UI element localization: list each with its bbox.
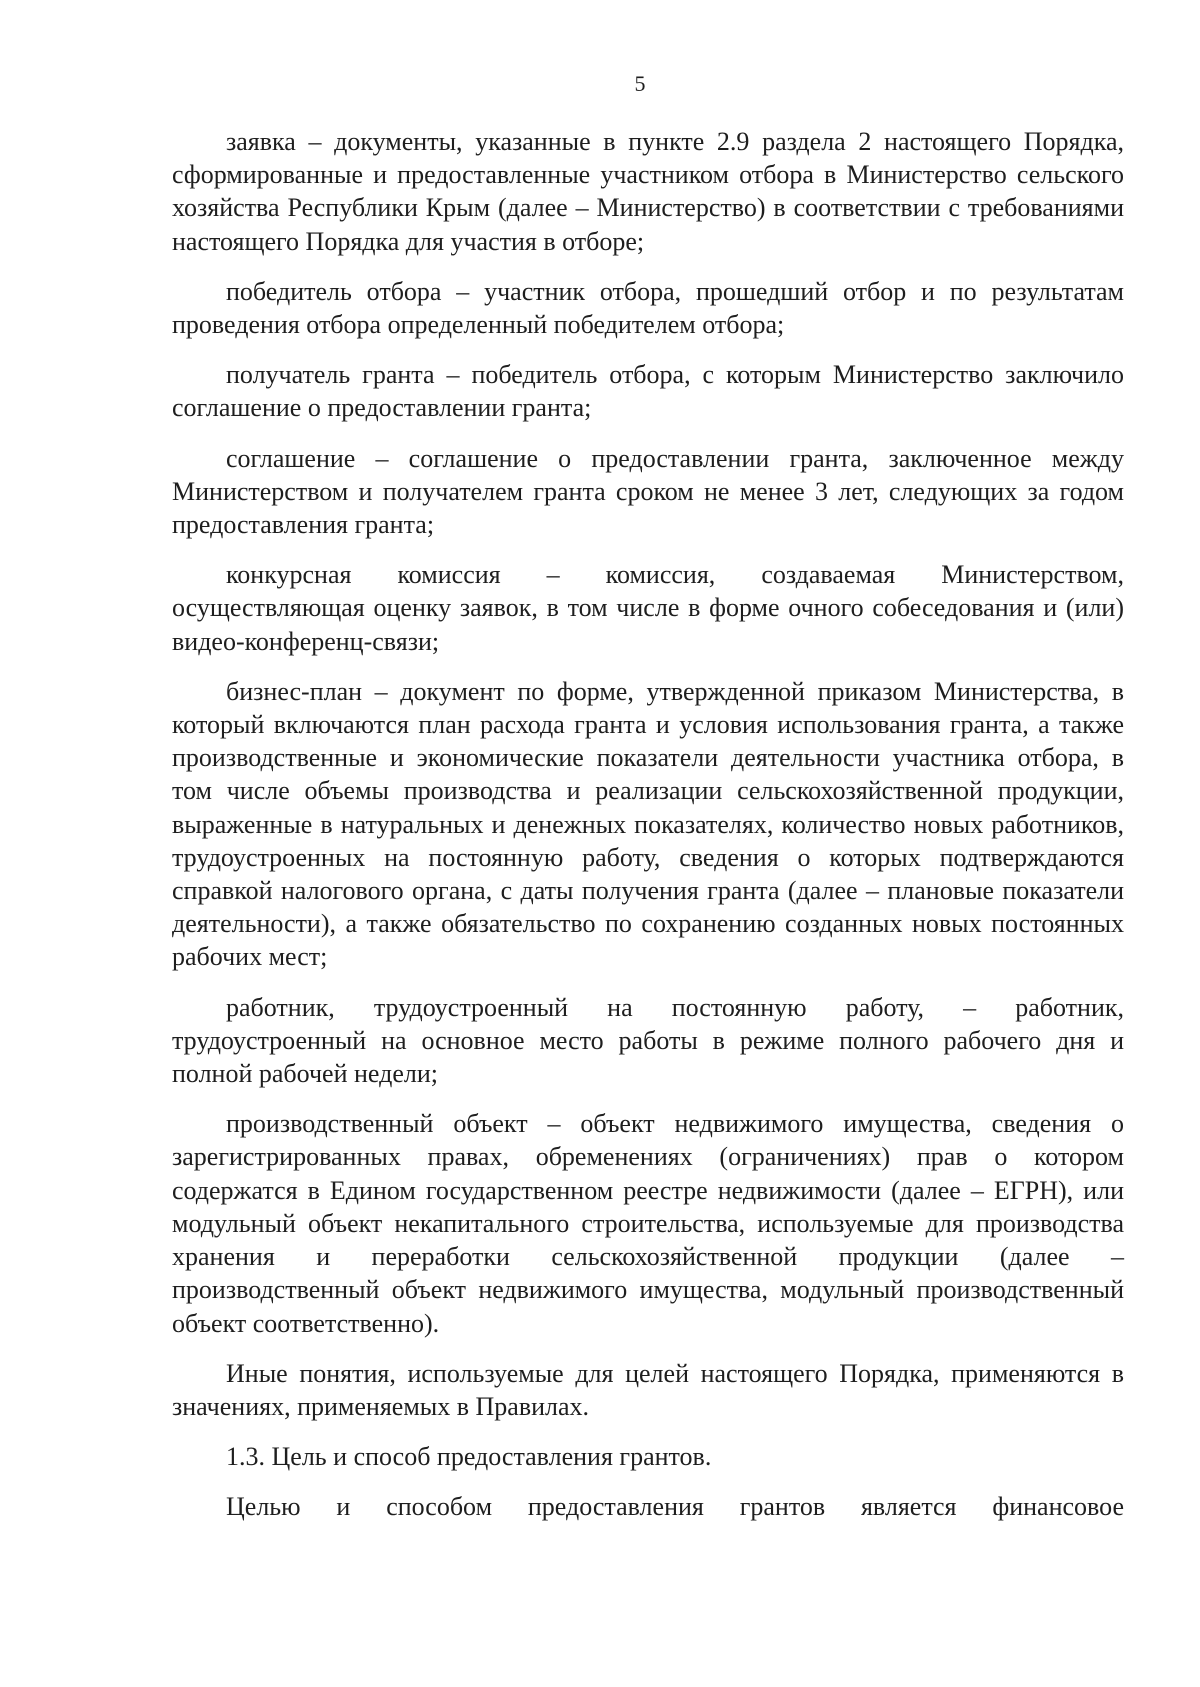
paragraph-agreement-definition: соглашение – соглашение о предоставлении гранта, заключенное между Министерством и получателем гранта сроком не менее 3 лет, следующих за годом предоставления гранта;: [172, 443, 1124, 540]
paragraph-grant-recipient-definition: получатель гранта – победитель отбора, с которым Министерство заключило соглашение о предоставлении гранта;: [172, 360, 1124, 423]
paragraph-employee-definition: работник, трудоустроенный на постоянную работу, – работник, трудоустроенный на основное место работы в режиме полного рабочего дня и полной рабочей недели;: [172, 992, 1124, 1089]
paragraph-winner-definition: победитель отбора – участник отбора, прошедший отбор и по результатам проведения отбора определенный победителем отбора;: [172, 276, 1124, 340]
paragraph-production-facility-definition: производственный объект – объект недвижимого имущества, сведения о зарегистрированных правах, обременениях (ограничениях) прав о котором содержатся в Едином государственном реестре недвижимости (далее – ЕГРН), или модульный объект некапитального строительства, используемые для производства хранения и переработки сельскохозяйственной продукции (далее – производственный объект недвижимого имущества, модульный производственный объект соответственно).: [172, 1109, 1124, 1338]
paragraph-commission-definition: конкурсная комиссия – комиссия, создаваемая Министерством, осуществляющая оценку заявок, в том числе в форме очного собеседования и (или) видео-конференц-связи;: [172, 560, 1124, 656]
paragraph-business-plan-definition: бизнес-план – документ по форме, утвержденной приказом Министерства, в который включаются план расхода гранта и условия использования гранта, а также производственные и экономические показатели деятельности участника отбора, в том числе объемы производства и реализации сельскохозяйственной продукции, выраженные в натуральных и денежных показателях, количество новых работников, трудоустроенных на постоянную работу, сведения о которых подтверждаются справкой налогового органа, с даты получения гранта (далее – плановые показатели деятельности), а также обязательство по сохранению созданных новых постоянных рабочих мест;: [172, 676, 1124, 972]
paragraph-purpose-start: Целью и способом предоставления грантов является финансовое: [226, 1492, 1124, 1522]
document-body: [172, 125, 1124, 1541]
section-heading-1-3: 1.3. Цель и способ предоставления грантов.: [226, 1442, 712, 1472]
paragraph-other-terms: Иные понятия, используемые для целей настоящего Порядка, применяются в значениях, применяемых в Правилах.: [172, 1358, 1124, 1421]
page-number: 5: [634, 71, 646, 96]
paragraph-application-definition: заявка – документы, указанные в пункте 2.9 раздела 2 настоящего Порядка, сформированные и предоставленные участником отбора в Министерство сельского хозяйства Республики Крым (далее – Министерство) в соответствии с требованиями настоящего Порядка для участия в отборе;: [172, 127, 1124, 256]
